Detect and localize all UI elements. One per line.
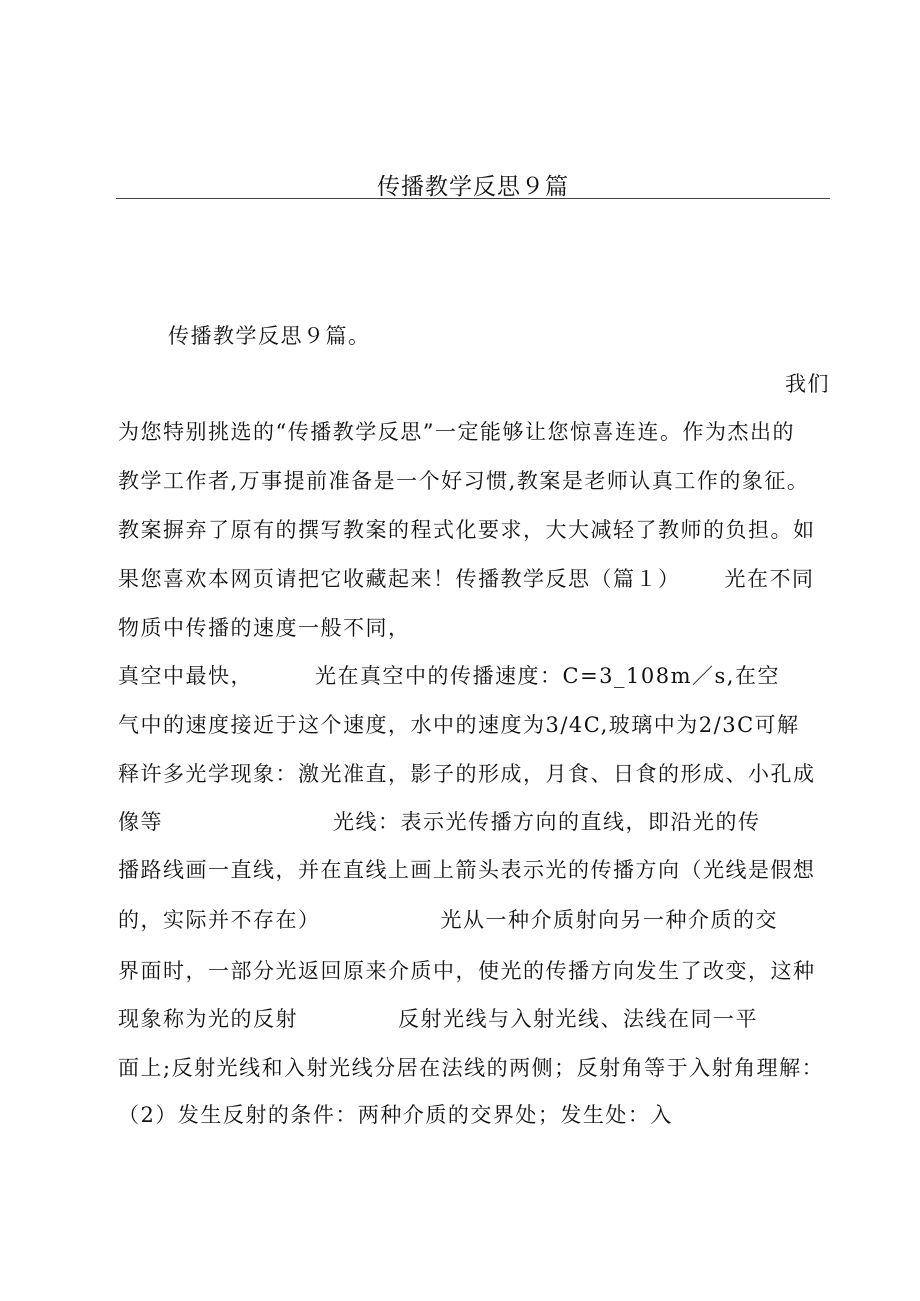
line-segment: 光线：表示光传播方向的直线，即沿光的传: [333, 810, 761, 834]
paragraph-line: [118, 806, 761, 836]
line-segment: 光在真空中的传播速度：C=3_108m／s,在空: [315, 664, 780, 688]
paragraph-line: 教案摒弃了原有的撰写教案的程式化要求，大大减轻了教师的负担。如: [118, 518, 816, 542]
line-segment: 像等: [118, 810, 163, 834]
document-title: 传播教学反思９篇: [377, 174, 569, 200]
paragraph-line: （2）发生反射的条件：两种介质的交界处；发生处：入: [118, 1103, 673, 1127]
paragraph-line: 气中的速度接近于这个速度，水中的速度为3/4C,玻璃中为2/3C可解: [118, 713, 800, 737]
line-segment: 果您喜欢本网页请把它收藏起来！传播教学反思（篇１）: [118, 567, 681, 591]
line-segment: 现象称为光的反射: [118, 1007, 298, 1031]
paragraph-line: [118, 1003, 758, 1033]
paragraph-line: 播路线画一直线，并在直线上画上箭头表示光的传播方向（光线是假想: [118, 858, 816, 882]
paragraph-line: 释许多光学现象：激光准直，影子的形成，月食、日食的形成、小孔成: [118, 762, 816, 786]
paragraph-line: 物质中传播的速度一般不同，: [118, 616, 411, 640]
line-segment: 反射光线与入射光线、法线在同一平: [398, 1007, 758, 1031]
paragraph-line: 面上;反射光线和入射光线分居在法线的两侧；反射角等于入射角理解：: [118, 1056, 825, 1080]
line-segment: 光从一种介质射向另一种介质的交: [440, 908, 778, 932]
paragraph-line: [118, 904, 778, 934]
paragraph-line: 教学工作者,万事提前准备是一个好习惯,教案是老师认真工作的象征。: [118, 469, 810, 493]
paragraph-line: 为您特别挑选的“传播教学反思”一定能够让您惊喜连连。作为杰出的: [118, 420, 795, 444]
paragraph-line: 界面时，一部分光返回原来介质中，使光的传播方向发生了改变，这种: [118, 959, 816, 983]
paragraph-line: [118, 660, 780, 690]
line-segment: 真空中最快，: [118, 664, 253, 688]
paragraph-line: 我们: [785, 372, 830, 396]
title-underline: [116, 198, 830, 199]
paragraph-line: [118, 563, 815, 593]
line-segment: 的，实际并不存在）: [118, 908, 321, 932]
intro-line: 传播教学反思９篇。: [168, 324, 371, 348]
line-segment: 光在不同: [724, 567, 815, 591]
